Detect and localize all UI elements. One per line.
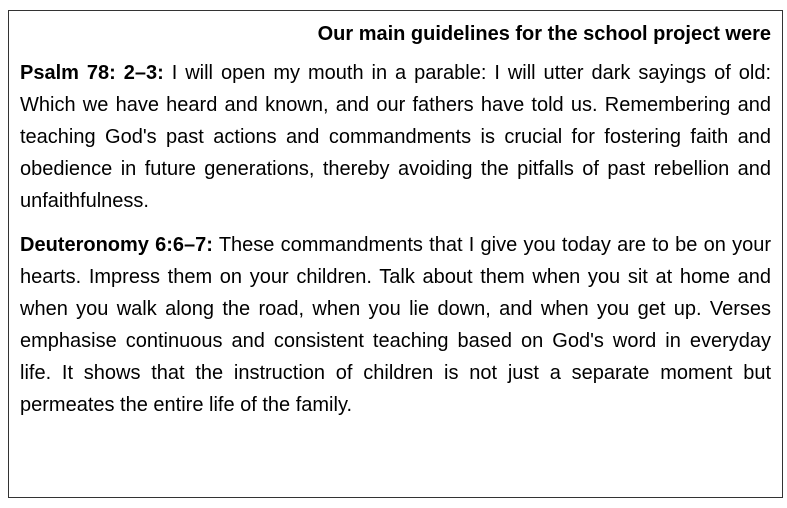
passage-text: I will open my mouth in a parable: I will utter dark sayings of old: Which we have heard and known, and our fathers have told us. Remembering and teaching God's past actions and commandments is crucial for fostering faith and obedience in future generations, thereby avoiding the pitfalls of past rebellion and unfaithfulness. xyxy=(20,62,771,212)
passage-psalm xyxy=(20,57,771,217)
guidelines-box xyxy=(8,10,783,498)
box-title: Our main guidelines for the school project were xyxy=(317,23,771,45)
passage-reference: Deuteronomy 6:6–7: xyxy=(20,234,213,256)
passage-reference: Psalm 78: 2–3: xyxy=(20,62,164,84)
passage-deuteronomy xyxy=(20,229,771,421)
passage-text: These commandments that I give you today are to be on your hearts. Impress them on your children. Talk about them when you sit at home and when you walk along the road, when you lie down, and when you get up. Verses emphasise continuous and consistent teaching based on God's word in everyday life. It shows that the instruction of children is not just a separate moment but permeates the entire life of the family. xyxy=(20,234,771,416)
